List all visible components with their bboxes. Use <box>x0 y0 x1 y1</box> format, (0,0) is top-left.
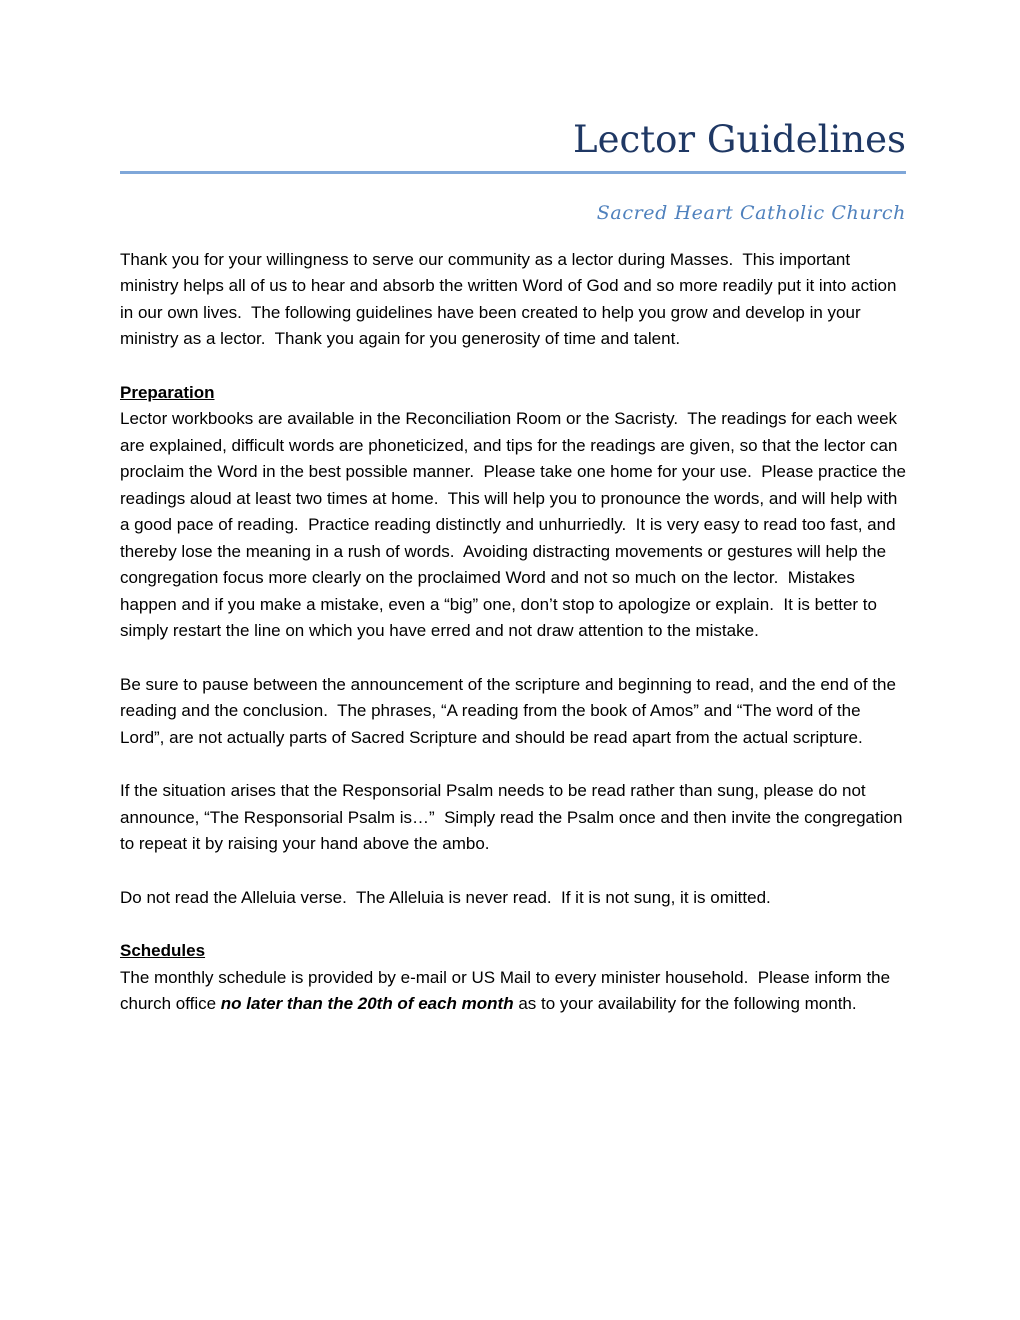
schedules-text-after: as to your availability for the following month. <box>513 994 857 1014</box>
schedules-heading: Schedules <box>120 941 206 961</box>
preparation-alleluia-paragraph: Do not read the Alleluia verse. The Alleluia is never read. If it is not sung, it is omitted. <box>120 887 771 907</box>
document-subtitle: Sacred Heart Catholic Church <box>596 202 906 225</box>
section-schedules <box>120 938 906 1018</box>
preparation-workbooks-paragraph: Lector workbooks are available in the Reconciliation Room or the Sacristy. The readings for each week are explained, difficult words are phoneticized, and tips for the readings are given, so that the lector can proclaim the Word in the best possible manner. Please take one home for your use. Please practice the readings aloud at least two times at home. This will help you to pronounce the words, and will help with a good pace of reading. Practice reading distinctly and unhurriedly. It is very easy to read too fast, and thereby lose the meaning in a rush of words. Avoiding distracting movements or gestures will help the congregation focus more clearly on the proclaimed Word and not so much on the lector. Mistakes happen and if you make a mistake, even a “big” one, don’t stop to apologize or explain. It is better to simply restart the line on which you have erred and not draw attention to the mistake. <box>120 409 911 641</box>
preparation-pausing-paragraph: Be sure to pause between the announcement of the scripture and beginning to read, and the end of the reading and the conclusion. The phrases, “A reading from the book of Amos” and “The word of the Lord”, are not actually parts of Sacred Scripture and should be read apart from the actual scripture. <box>120 674 901 747</box>
intro-paragraph: Thank you for your willingness to serve our community as a lector during Masses. This important ministry helps all of us to hear and absorb the written Word of God and so more readily put it into action in our own lives. The following guidelines have been created to help you grow and develop in your ministry as a lector. Thank you again for you generosity of time and talent. <box>120 249 902 349</box>
preparation-heading: Preparation <box>120 382 215 402</box>
section-preparation <box>120 380 911 912</box>
schedules-text-before: The monthly schedule is provided by e-mail or US Mail to every minister household. Please inform the church office <box>120 967 895 1014</box>
schedules-deadline-emphasis: no later than the 20th of each month <box>220 994 514 1014</box>
document-title: Lector Guidelines <box>573 118 906 161</box>
title-block <box>120 116 906 174</box>
document-body <box>120 247 911 1018</box>
document-header <box>120 116 906 226</box>
preparation-psalm-paragraph: If the situation arises that the Responsorial Psalm needs to be read rather than sung, please do not announce, “The Responsorial Psalm is…” Simply read the Psalm once and then invite the congregation to repeat it by raising your hand above the ambo. <box>120 781 908 854</box>
schedules-paragraph <box>120 965 906 1018</box>
